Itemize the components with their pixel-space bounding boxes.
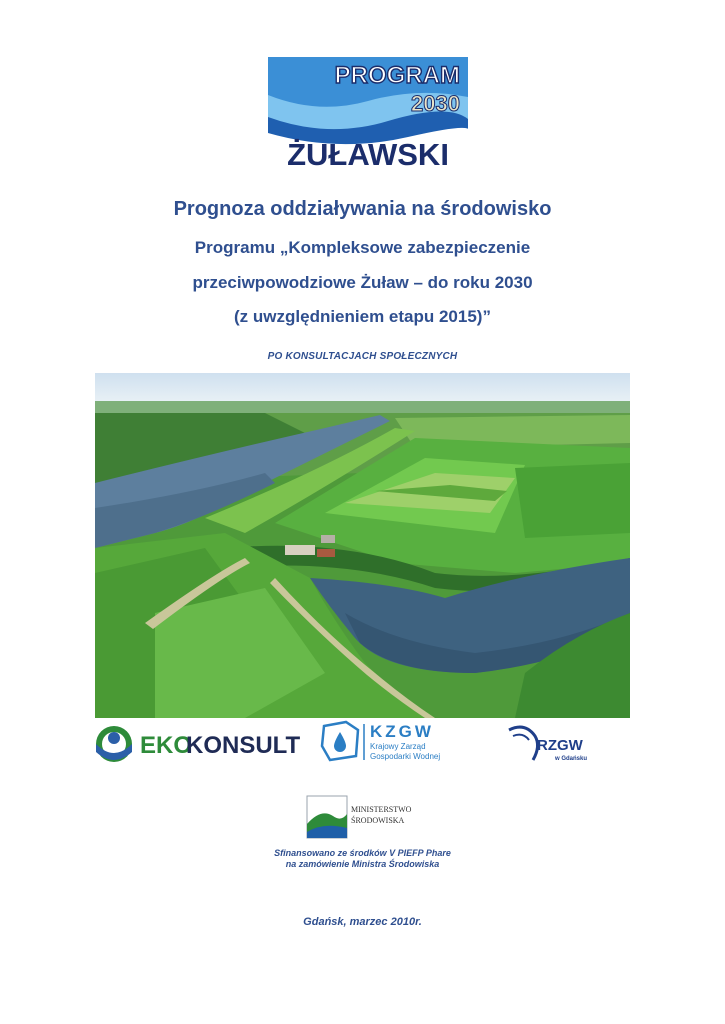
- svg-text:MINISTERSTWO: MINISTERSTWO: [351, 805, 412, 814]
- ministry-of-environment-logo: [307, 796, 417, 838]
- program-zulawski-logo: [268, 57, 468, 172]
- funding-note-line-2: na zamówienie Ministra Środowiska: [285, 859, 440, 869]
- svg-text:ŚRODOWISKA: ŚRODOWISKA: [351, 816, 405, 825]
- subtitle-line-3: (z uwzględnieniem etapu 2015)”: [234, 307, 491, 326]
- svg-text:ŻUŁAWSKI: ŻUŁAWSKI: [287, 137, 449, 172]
- svg-text:EKO: EKO: [140, 732, 193, 759]
- funding-note-line-1: Sfinansowano ze środków V PIEFP Phare: [274, 848, 451, 858]
- svg-text:KZGW: KZGW: [370, 722, 434, 741]
- svg-text:w Gdańsku: w Gdańsku: [555, 756, 588, 762]
- place-date: Gdańsk, marzec 2010r.: [303, 916, 422, 928]
- subtitle-line-2: przeciwpowodziowe Żuław – do roku 2030: [192, 273, 533, 292]
- subtitle-line-1: Programu „Kompleksowe zabezpieczenie: [194, 238, 531, 257]
- aerial-landscape-photo: [95, 373, 630, 718]
- ekokonsult-logo: [92, 722, 301, 766]
- svg-text:Krajowy Zarząd: Krajowy Zarząd: [370, 742, 426, 751]
- svg-text:KONSULT: KONSULT: [186, 732, 301, 759]
- document-title: Prognoza oddziaływania na środowisko: [173, 198, 552, 220]
- svg-text:RZGW: RZGW: [537, 737, 583, 754]
- kzgw-logo: [318, 718, 453, 764]
- svg-text:2030: 2030: [411, 91, 460, 116]
- rzgw-logo: [505, 720, 595, 764]
- consultation-note: PO KONSULTACJACH SPOŁECZNYCH: [267, 351, 458, 362]
- svg-text:Gospodarki Wodnej: Gospodarki Wodnej: [370, 752, 441, 761]
- svg-text:PROGRAM: PROGRAM: [334, 62, 460, 89]
